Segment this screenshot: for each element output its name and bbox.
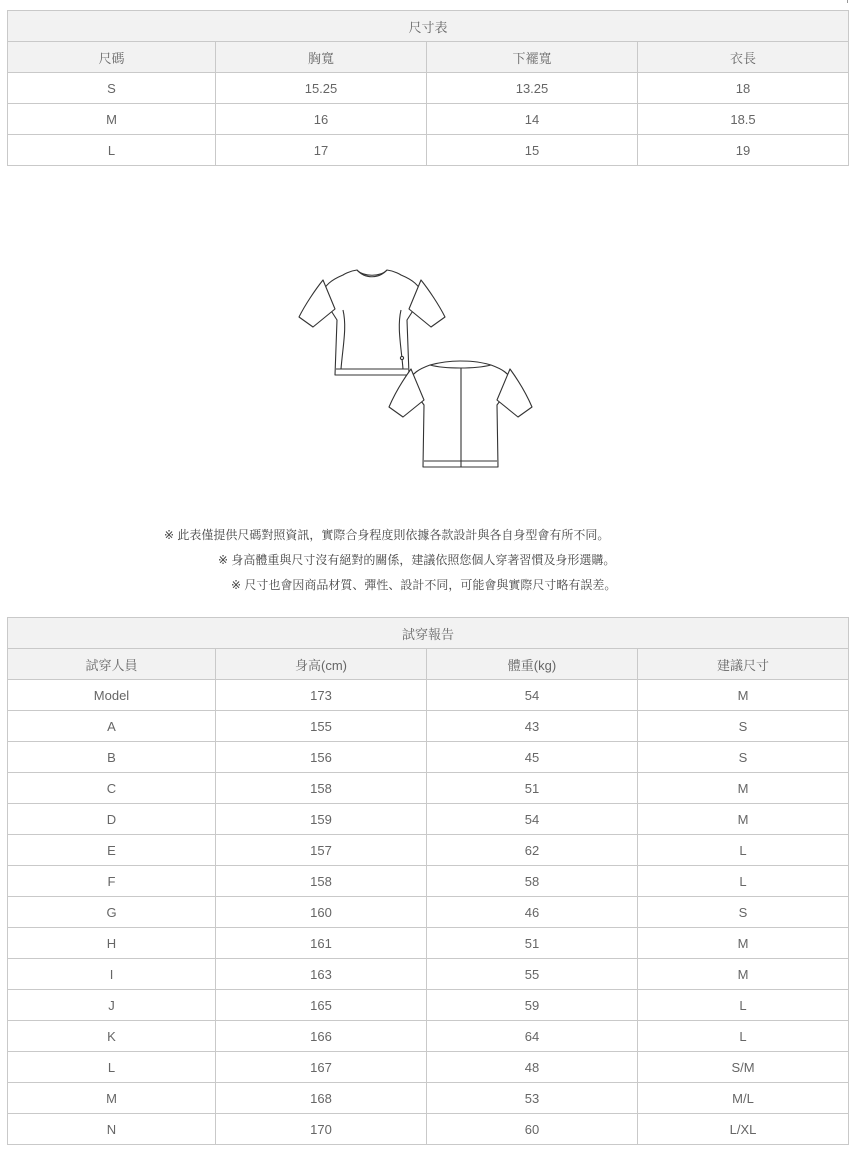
tryon-table-column-header: 身高(cm) bbox=[216, 649, 427, 680]
tryon-table-cell: C bbox=[8, 773, 216, 804]
size-table-cell: L bbox=[8, 135, 216, 166]
tryon-table-cell: 59 bbox=[427, 990, 638, 1021]
tryon-table-cell: D bbox=[8, 804, 216, 835]
size-table-cell: 15.25 bbox=[216, 73, 427, 104]
tryon-table-cell: B bbox=[8, 742, 216, 773]
tryon-table-column-header: 建議尺寸 bbox=[638, 649, 849, 680]
tryon-table-cell: M bbox=[638, 804, 849, 835]
tryon-table-cell: 60 bbox=[427, 1114, 638, 1145]
table-row bbox=[8, 1052, 849, 1083]
tryon-table-cell: K bbox=[8, 1021, 216, 1052]
table-row bbox=[8, 73, 849, 104]
tryon-table-cell: J bbox=[8, 990, 216, 1021]
tryon-table-cell: S bbox=[638, 711, 849, 742]
tryon-table-cell: 55 bbox=[427, 959, 638, 990]
tryon-table-column-header: 體重(kg) bbox=[427, 649, 638, 680]
table-row bbox=[8, 742, 849, 773]
tryon-table-cell: N bbox=[8, 1114, 216, 1145]
table-row bbox=[8, 897, 849, 928]
table-row bbox=[8, 1021, 849, 1052]
size-table-column-header: 衣長 bbox=[638, 42, 849, 73]
tryon-table-cell: 170 bbox=[216, 1114, 427, 1145]
tryon-table-cell: E bbox=[8, 835, 216, 866]
try-on-report-table bbox=[7, 617, 849, 1145]
size-table-column-header: 尺碼 bbox=[8, 42, 216, 73]
size-table-cell: 19 bbox=[638, 135, 849, 166]
front-button bbox=[400, 356, 403, 359]
table-row bbox=[8, 928, 849, 959]
tryon-table-cell: 161 bbox=[216, 928, 427, 959]
tryon-table-cell: M bbox=[638, 959, 849, 990]
size-table-cell: 13.25 bbox=[427, 73, 638, 104]
tryon-table-cell: L bbox=[638, 1021, 849, 1052]
table-row bbox=[8, 990, 849, 1021]
size-table-cell: S bbox=[8, 73, 216, 104]
size-table-column-header: 胸寬 bbox=[216, 42, 427, 73]
size-table-cell: 15 bbox=[427, 135, 638, 166]
tryon-table-cell: 165 bbox=[216, 990, 427, 1021]
tryon-table-column-header: 試穿人員 bbox=[8, 649, 216, 680]
tryon-table-cell: 46 bbox=[427, 897, 638, 928]
tryon-table-cell: L bbox=[638, 866, 849, 897]
tryon-table-cell: 156 bbox=[216, 742, 427, 773]
tryon-table-header-row bbox=[8, 649, 849, 680]
size-table-cell: 14 bbox=[427, 104, 638, 135]
tryon-table-title-row bbox=[8, 618, 849, 649]
table-row bbox=[8, 711, 849, 742]
tryon-table-cell: 54 bbox=[427, 680, 638, 711]
size-table-title-row bbox=[8, 11, 849, 42]
tryon-table-cell: A bbox=[8, 711, 216, 742]
tryon-table-cell: G bbox=[8, 897, 216, 928]
tryon-table-cell: L bbox=[638, 835, 849, 866]
table-row bbox=[8, 1114, 849, 1145]
tryon-table-cell: I bbox=[8, 959, 216, 990]
note-line-3: ※ 尺寸也會因商品材質、彈性、設計不同，可能會與實際尺寸略有誤差。 bbox=[231, 578, 617, 592]
front-view bbox=[299, 270, 445, 375]
tryon-table-cell: 43 bbox=[427, 711, 638, 742]
tryon-table-cell: M/L bbox=[638, 1083, 849, 1114]
size-chart-table bbox=[7, 10, 849, 166]
garment-sketch bbox=[295, 265, 535, 470]
table-row bbox=[8, 959, 849, 990]
tryon-table-cell: Model bbox=[8, 680, 216, 711]
size-table-cell: 17 bbox=[216, 135, 427, 166]
tryon-table-cell: H bbox=[8, 928, 216, 959]
tryon-table-cell: 155 bbox=[216, 711, 427, 742]
tryon-table-cell: 62 bbox=[427, 835, 638, 866]
tryon-table-title: 試穿報告 bbox=[8, 618, 849, 649]
tryon-table-cell: F bbox=[8, 866, 216, 897]
tryon-table-cell: 45 bbox=[427, 742, 638, 773]
tryon-table-cell: 58 bbox=[427, 866, 638, 897]
table-row bbox=[8, 835, 849, 866]
size-table-header-row bbox=[8, 42, 849, 73]
tryon-table-cell: 158 bbox=[216, 866, 427, 897]
tryon-table-cell: M bbox=[638, 928, 849, 959]
table-row bbox=[8, 680, 849, 711]
table-row bbox=[8, 1083, 849, 1114]
tryon-table-cell: 167 bbox=[216, 1052, 427, 1083]
tryon-table-cell: M bbox=[638, 680, 849, 711]
tryon-table-cell: 51 bbox=[427, 773, 638, 804]
tryon-table-cell: 168 bbox=[216, 1083, 427, 1114]
tryon-table-cell: 53 bbox=[427, 1083, 638, 1114]
size-table-cell: 16 bbox=[216, 104, 427, 135]
tryon-table-cell: 157 bbox=[216, 835, 427, 866]
tryon-table-cell: 173 bbox=[216, 680, 427, 711]
tryon-table-cell: 64 bbox=[427, 1021, 638, 1052]
back-view bbox=[389, 361, 532, 467]
front-body bbox=[321, 270, 423, 375]
corner-mark bbox=[843, 0, 848, 3]
tryon-table-cell: 51 bbox=[427, 928, 638, 959]
tryon-table-cell: 158 bbox=[216, 773, 427, 804]
tryon-table-cell: S bbox=[638, 897, 849, 928]
tryon-table-cell: 159 bbox=[216, 804, 427, 835]
tryon-table-cell: 163 bbox=[216, 959, 427, 990]
tryon-table-cell: 160 bbox=[216, 897, 427, 928]
tryon-table-cell: S bbox=[638, 742, 849, 773]
note-line-2: ※ 身高體重與尺寸沒有絕對的關係，建議依照您個人穿著習慣及身形選購。 bbox=[218, 553, 616, 567]
table-row bbox=[8, 104, 849, 135]
size-table-cell: M bbox=[8, 104, 216, 135]
table-row bbox=[8, 773, 849, 804]
tryon-table-cell: L bbox=[638, 990, 849, 1021]
tryon-table-cell: 166 bbox=[216, 1021, 427, 1052]
tryon-table-cell: M bbox=[8, 1083, 216, 1114]
size-table-cell: 18 bbox=[638, 73, 849, 104]
size-table-column-header: 下襬寬 bbox=[427, 42, 638, 73]
size-table-cell: 18.5 bbox=[638, 104, 849, 135]
tryon-table-cell: L bbox=[8, 1052, 216, 1083]
tryon-table-cell: 54 bbox=[427, 804, 638, 835]
table-row bbox=[8, 866, 849, 897]
tryon-table-cell: L/XL bbox=[638, 1114, 849, 1145]
table-row bbox=[8, 135, 849, 166]
note-line-1: ※ 此表僅提供尺碼對照資訊，實際合身程度則依據各款設計與各自身型會有所不同。 bbox=[164, 528, 610, 542]
tryon-table-cell: M bbox=[638, 773, 849, 804]
tryon-table-cell: 48 bbox=[427, 1052, 638, 1083]
tryon-table-cell: S/M bbox=[638, 1052, 849, 1083]
size-table-title: 尺寸表 bbox=[8, 11, 849, 42]
table-row bbox=[8, 804, 849, 835]
